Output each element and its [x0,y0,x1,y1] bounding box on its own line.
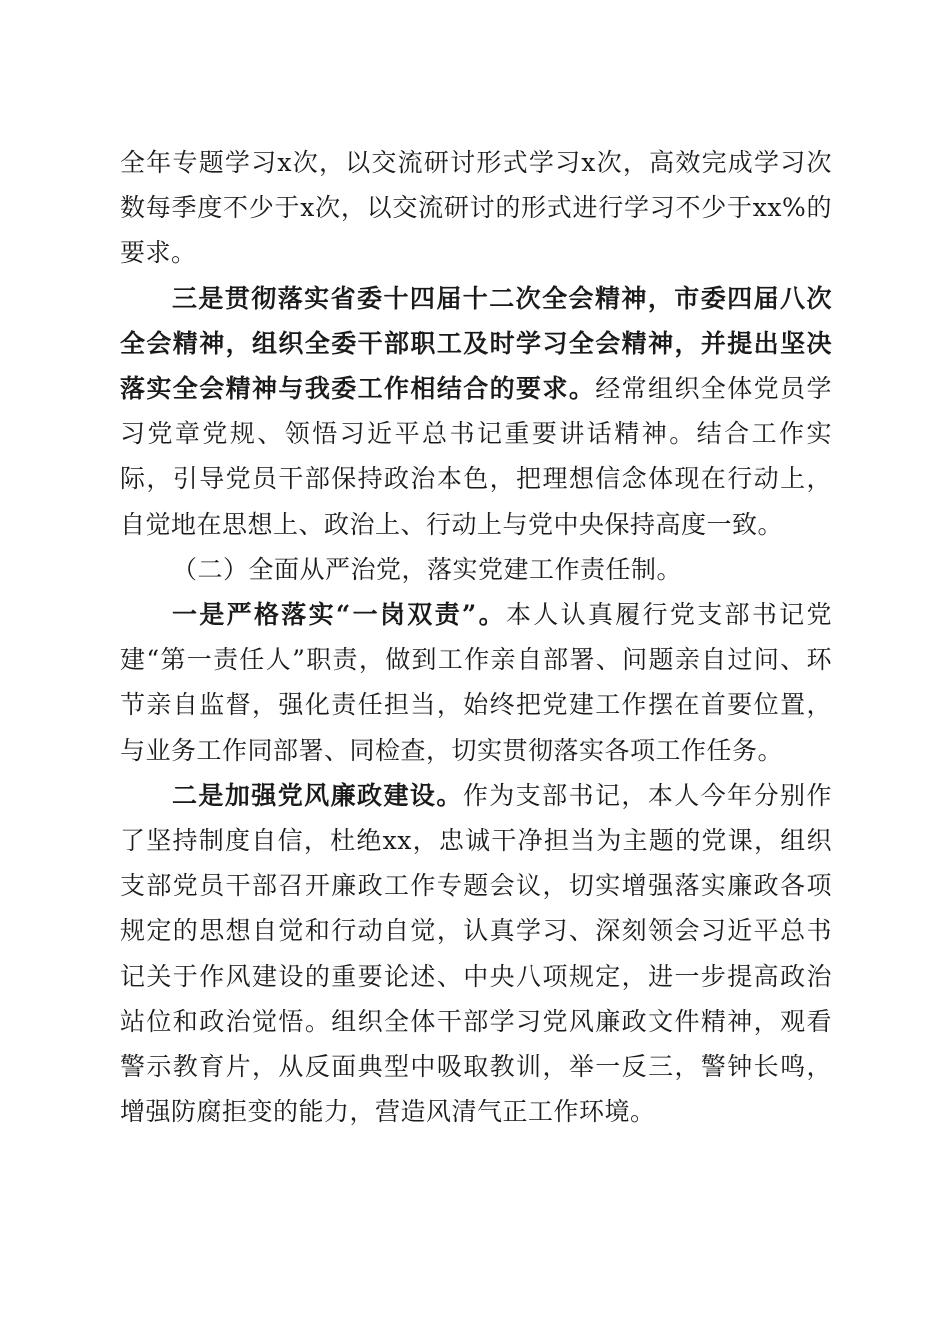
paragraph-text: 作为支部书记，本人今年分别作了坚持制度自信，杜绝xx，忠诚干净担当为主题的党课，组织支部党员干部召开廉政工作专题会议，切实增强落实廉政各项规定的思想自觉和行动自觉，认真学习、深刻领会习近平总书记关于作风建设的重要论述、中央八项规定，进一步提高政治站位和政治觉悟。组织全体干部学习党风廉政文件精神，观看警示教育片，从反面典型中吸取教训，举一反三，警钟长鸣，增强防腐拒变的能力，营造风清气正工作环境。 [120,780,832,1127]
paragraph-lead: 一是严格落实“一岗双责”。 [172,600,506,630]
document-body [120,140,832,1134]
paragraph-lead: 三是贯彻落实省委十四届十二次全会精神，市委四届八次全会精神，组织全委干部职工及时学习全会精神，并提出坚决落实全会精神与我委工作相结合的要求。 [120,283,832,404]
paragraph-one-post-two-duties [120,592,832,773]
paragraph-text: 本人认真履行党支部书记党建“第一责任人”职责，做到工作亲自部署、问题亲自过问、环节亲自监督，强化责任担当，始终把党建工作摆在首要位置，与业务工作同部署、同检查，切实贯彻落实各项工作任务。 [120,600,832,765]
section-heading [120,547,832,592]
paragraph-text: 全年专题学习x次，以交流研讨形式学习x次，高效完成学习次数每季度不少于x次，以交流研讨的形式进行学习不少于xx%的要求。 [120,148,832,268]
paragraph-study-count [120,140,832,276]
paragraph-clean-governance [120,773,832,1135]
section-heading-text: （二）全面从严治党，落实党建工作责任制。 [172,554,683,584]
paragraph-text: 经常组织全体党员学习党章党规、领悟习近平总书记重要讲话精神。结合工作实际，引导党员干部保持政治本色，把理想信念体现在行动上，自觉地在思想上、政治上、行动上与党中央保持高度一致。 [120,374,832,539]
paragraph-plenary-spirit [120,276,832,547]
paragraph-lead: 二是加强党风廉政建设。 [172,780,463,810]
